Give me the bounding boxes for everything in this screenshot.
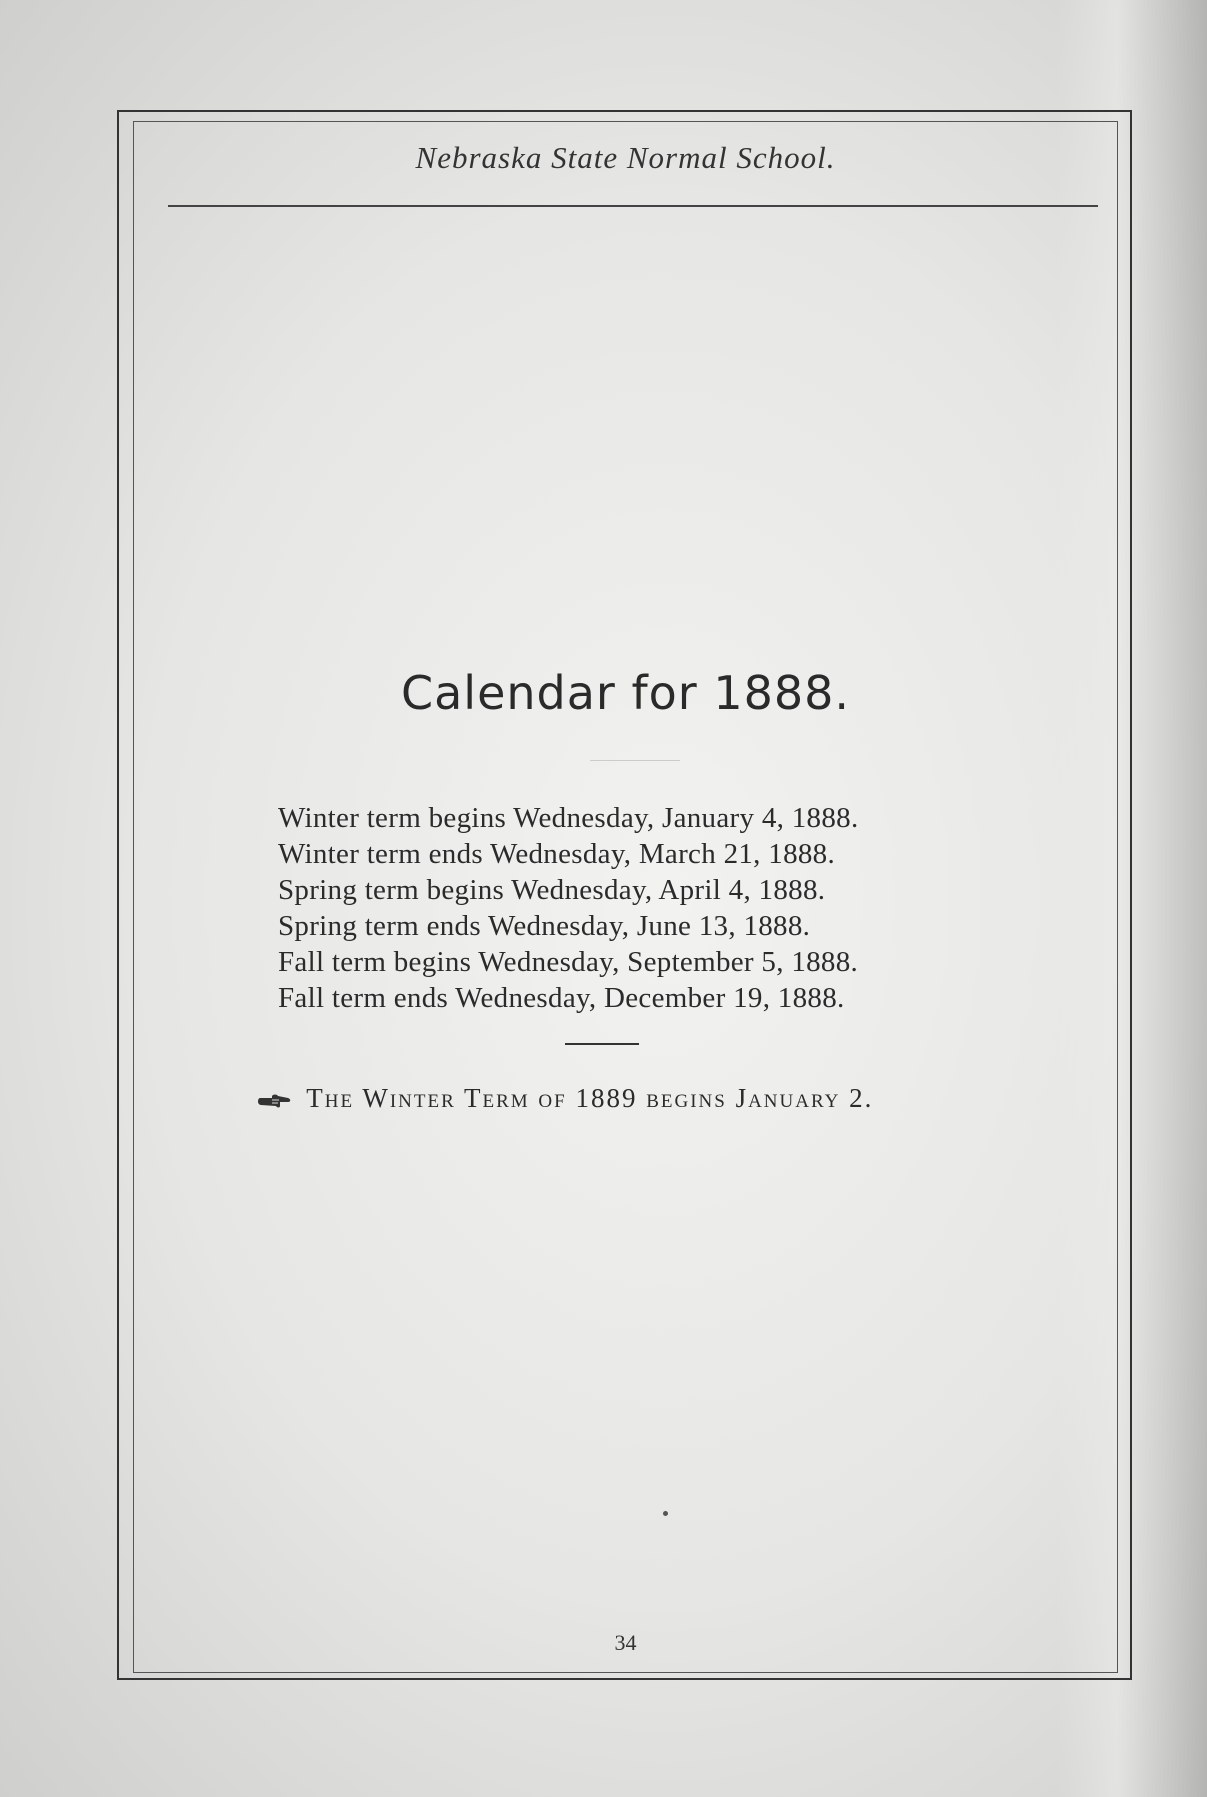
term-item: Fall term begins Wednesday, September 5, 1888. [278, 946, 859, 978]
term-item: Winter term begins Wednesday, January 4, 1888. [278, 802, 859, 834]
pointing-hand-icon [258, 1093, 292, 1109]
term-item: Spring term ends Wednesday, June 13, 1888. [278, 910, 811, 942]
winter-term-notice [258, 1083, 1058, 1114]
ink-speck [663, 1511, 668, 1516]
term-item: Spring term begins Wednesday, April 4, 1888. [278, 874, 826, 906]
term-item: Fall term ends Wednesday, December 19, 1888. [278, 982, 845, 1014]
section-rule [565, 1043, 639, 1045]
calendar-title: Calendar for 1888. [400, 666, 851, 720]
notice-text: The Winter Term of 1889 begins January 2. [306, 1083, 874, 1113]
header-rule [168, 205, 1098, 207]
term-item: Winter term ends Wednesday, March 21, 1888. [278, 838, 836, 870]
term-list [278, 800, 998, 1016]
title-rule [590, 760, 680, 761]
page-number: 34 [614, 1630, 637, 1655]
running-head: Nebraska State Normal School. [415, 140, 836, 175]
